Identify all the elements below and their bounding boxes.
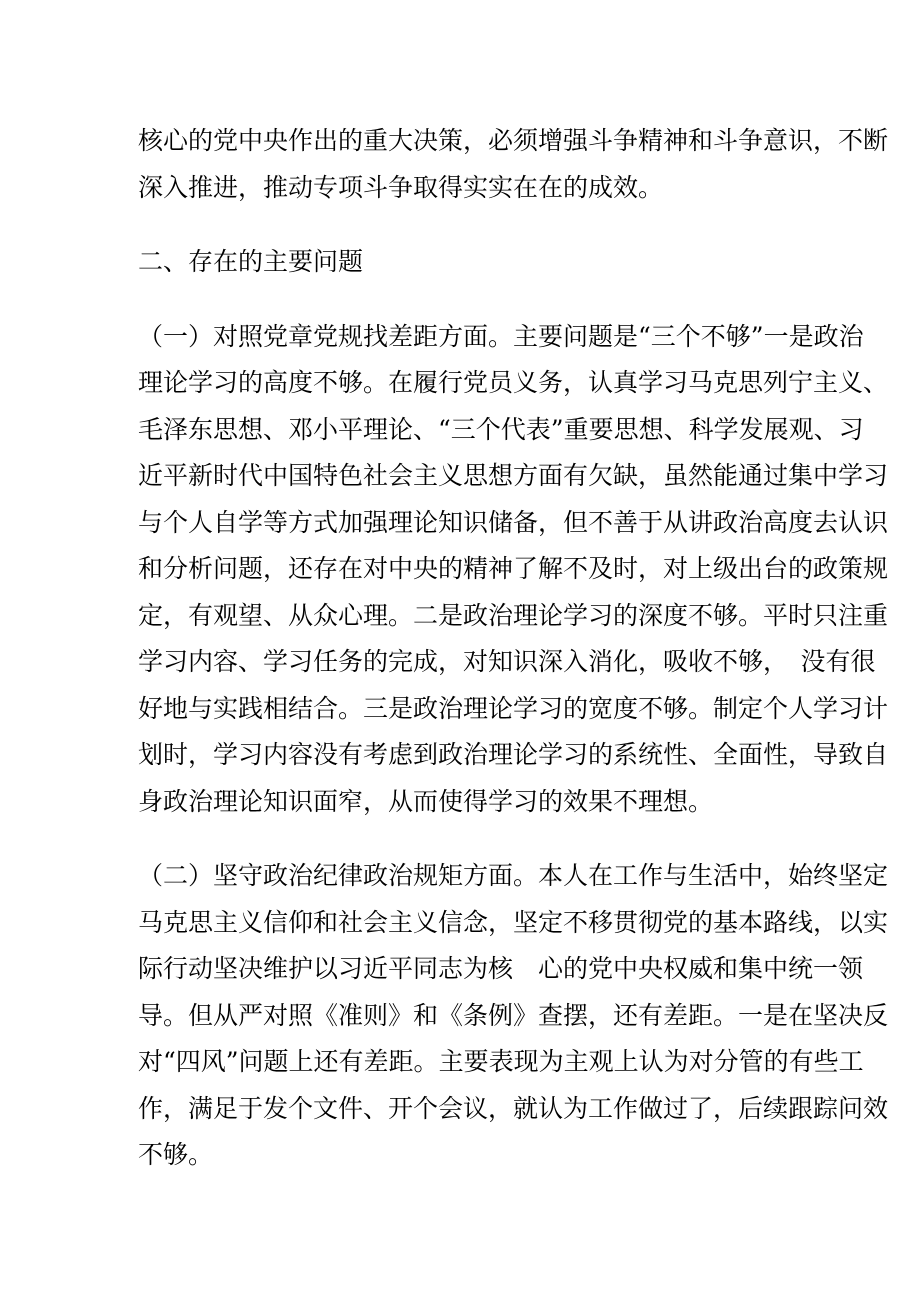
text-line: 马克思主义信仰和社会主义信念，坚定不移贯彻党的基本路线，以实 (138, 907, 889, 937)
paragraph-item-2 (138, 853, 889, 1179)
text-line: 导。但从严对照《准则》和《条例》查摆，还有差距。一是在坚决反 (138, 1000, 889, 1030)
document-body (138, 118, 889, 1179)
text-line: 学习内容、学习任务的完成，对知识深入消化，吸收不够， 没有很 (138, 647, 876, 676)
text-line: 理论学习的高度不够。在履行党员义务，认真学习马克思列宁主义、 (138, 368, 889, 397)
text-line: 核心的党中央作出的重大决策，必须增强斗争精神和斗争意识，不断 (138, 126, 889, 155)
text-line: （一）对照党章党规找差距方面。主要问题是“三个不够”一是政治 (138, 321, 864, 351)
paragraph-gap (138, 286, 788, 314)
section-heading (138, 239, 788, 286)
text-line: 身政治理论知识面窄，从而使得学习的效果不理想。 (138, 786, 714, 816)
paragraph-gap (138, 211, 788, 239)
text-line: 近平新时代中国特色社会主义思想方面有欠缺，虽然能通过集中学习 (138, 461, 889, 490)
text-line: 和分析问题，还存在对中央的精神了解不及时，对上级出台的政策规 (138, 554, 889, 583)
text-line: 定，有观望、从众心理。二是政治理论学习的深度不够。平时只注重 (138, 600, 889, 630)
text-line: 不够。 (138, 1140, 214, 1169)
paragraph-item-1 (138, 314, 889, 826)
paragraph-gap (138, 825, 788, 853)
text-line: 际行动坚决维护以习近平同志为核 心的党中央权威和集中统一领 (138, 954, 864, 983)
text-line: 划时，学习内容没有考虑到政治理论学习的系统性、全面性，导致自 (138, 740, 889, 769)
text-line: 毛泽东思想、邓小平理论、“三个代表”重要思想、科学发展观、习 (138, 414, 864, 444)
text-line: 与个人自学等方式加强理论知识储备，但不善于从讲政治高度去认识 (138, 507, 889, 537)
text-line: 好地与实践相结合。三是政治理论学习的宽度不够。制定个人学习计 (138, 693, 889, 723)
heading-text: 二、存在的主要问题 (138, 247, 364, 276)
text-line: 对“四风”问题上还有差距。主要表现为主观上认为对分管的有些工 (138, 1047, 864, 1076)
text-line: 深入推进，推动专项斗争取得实实在在的成效。 (138, 172, 664, 202)
text-line: （二）坚守政治纪律政治规矩方面。本人在工作与生活中，始终坚定 (138, 861, 889, 890)
text-line: 作，满足于发个文件、开个会议，就认为工作做过了，后续跟踪问效 (138, 1093, 889, 1123)
paragraph-continuation (138, 118, 889, 211)
